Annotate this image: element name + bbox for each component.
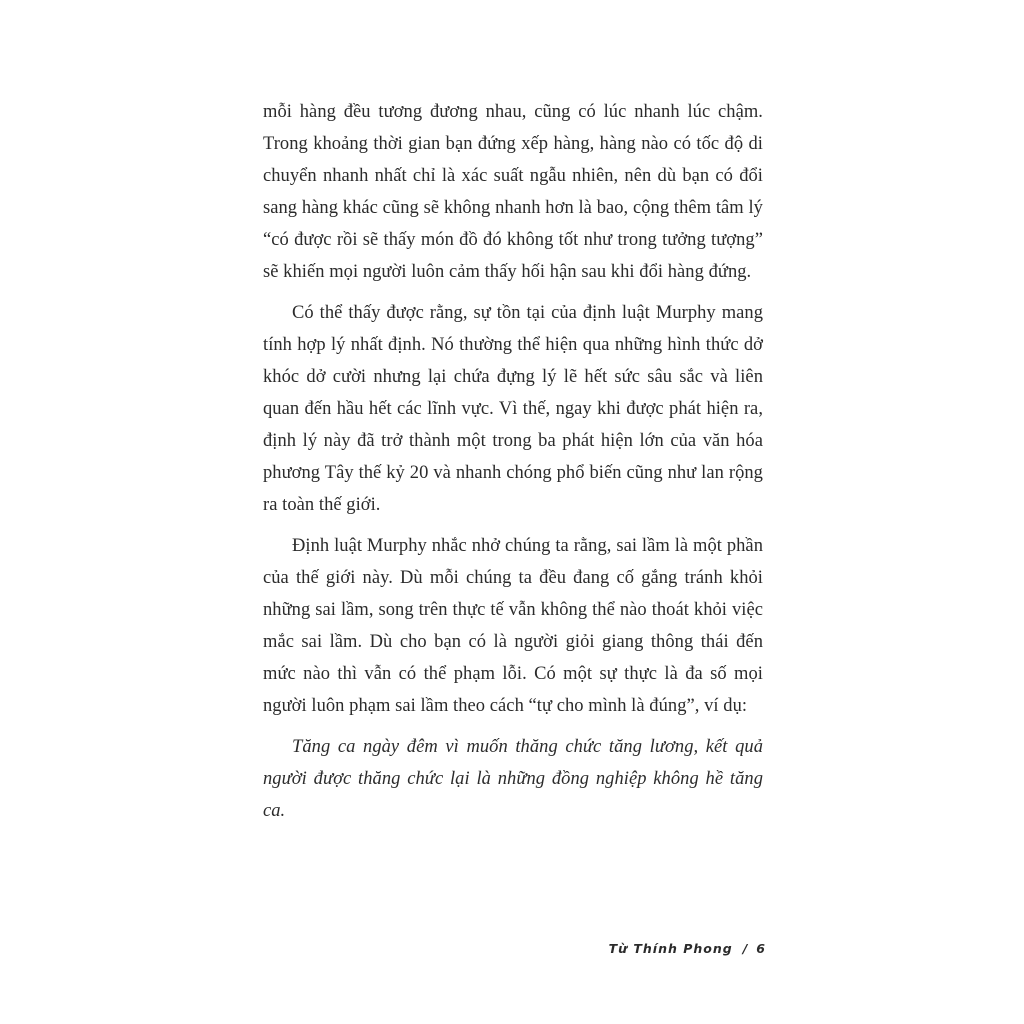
page-number: 6: [756, 941, 766, 956]
paragraph-mistakes: Định luật Murphy nhắc nhở chúng ta rằng, sai lầm là một phần của thế giới này. Dù mỗi chúng ta đều đang cố gắng tránh khỏi những sai lầm, song trên thực tế vẫn không thể nào thoát khỏi việc mắc sai lầm. Dù cho bạn có là người giỏi giang thông thái đến mức nào thì vẫn có thể phạm lỗi. Có một sự thực là đa số mọi người luôn phạm sai lầm theo cách “tự cho mình là đúng”, ví dụ:: [263, 536, 763, 716]
footer-author: Từ Thính Phong: [608, 941, 733, 956]
footer-separator: /: [742, 941, 749, 956]
paragraph-continued: mỗi hàng đều tương đương nhau, cũng có lúc nhanh lúc chậm. Trong khoảng thời gian bạn đứng xếp hàng, hàng nào có tốc độ di chuyển nhanh nhất chỉ là xác suất ngẫu nhiên, nên dù bạn có đổi sang hàng khác cũng sẽ không nhanh hơn là bao, cộng thêm tâm lý “có được rồi sẽ thấy món đồ đó không tốt như trong tưởng tượng” sẽ khiến mọi người luôn cảm thấy hối hận sau khi đổi hàng đứng.: [263, 102, 763, 282]
page-footer: [609, 941, 766, 956]
body-text: [263, 96, 763, 836]
example-quote: Tăng ca ngày đêm vì muốn thăng chức tăng lương, kết quả người được thăng chức lại là những đồng nghiệp không hề tăng ca.: [263, 737, 763, 821]
paragraph-murphy-law: Có thể thấy được rằng, sự tồn tại của định luật Murphy mang tính hợp lý nhất định. Nó thường thể hiện qua những hình thức dở khóc dở cười nhưng lại chứa đựng lý lẽ hết sức sâu sắc và liên quan đến hầu hết các lĩnh vực. Vì thế, ngay khi được phát hiện ra, định lý này đã trở thành một trong ba phát hiện lớn của văn hóa phương Tây thế kỷ 20 và nhanh chóng phổ biến cũng như lan rộng ra toàn thế giới.: [263, 303, 763, 515]
